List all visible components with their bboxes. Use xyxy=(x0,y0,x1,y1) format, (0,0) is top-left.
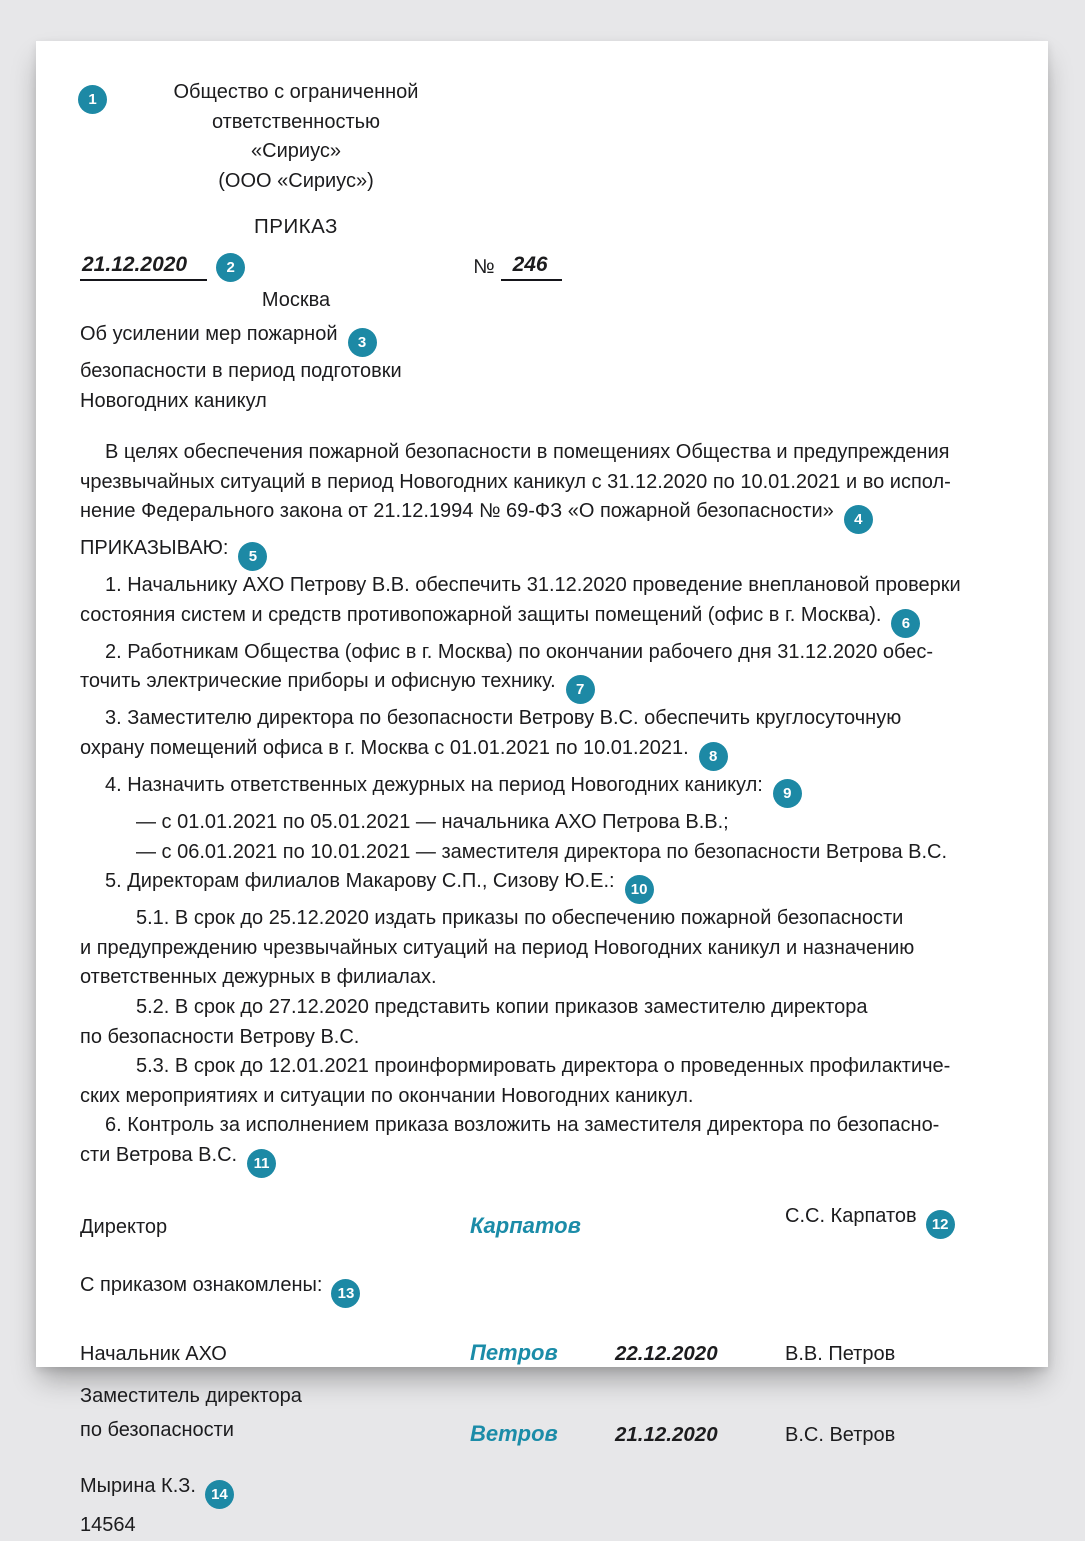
executor-name-row xyxy=(80,1470,1004,1509)
body-line: ответственных дежурных в филиалах. xyxy=(80,966,437,989)
person-name: В.С. Ветров xyxy=(785,1423,896,1446)
marker-badge-2[interactable]: 2 xyxy=(216,253,245,282)
marker-badge-6[interactable]: 6 xyxy=(891,609,920,638)
subject-line: Новогодних каникул xyxy=(80,389,267,412)
order-number-group xyxy=(473,253,562,281)
director-signature: Карпатов xyxy=(470,1212,581,1238)
org-name-line: (ООО «Сириус») xyxy=(218,169,374,192)
body-line: В целях обеспечения пожарной безопасности в помещениях Общества и предупреждения xyxy=(105,441,950,463)
org-name-block xyxy=(80,78,512,196)
doc-type-title: ПРИКАЗ xyxy=(254,215,338,238)
marker-badge-9[interactable]: 9 xyxy=(773,779,802,808)
marker-badge-7[interactable]: 7 xyxy=(566,675,595,704)
executor-phone: 14564 xyxy=(80,1513,136,1536)
marker-badge-11[interactable]: 11 xyxy=(247,1149,276,1178)
marker-badge-4[interactable]: 4 xyxy=(844,505,873,534)
acknowledged-label: С приказом ознакомлены: xyxy=(80,1273,323,1296)
body-line: 3. Заместителю директора по безопасности Ветрову В.С. обеспечить круглосуточную xyxy=(105,707,902,730)
body-line: сти Ветрова В.С. 11 xyxy=(80,1141,1004,1178)
body-line: точить электрические приборы и офисную технику. 7 xyxy=(80,667,1004,704)
marker-badge-5[interactable]: 5 xyxy=(238,542,267,571)
body-line: 5.3. В срок до 12.01.2021 проинформировать директора о проведенных профилактиче- xyxy=(136,1055,951,1078)
director-name: С.С. Карпатов xyxy=(785,1204,917,1227)
marker-badge-1[interactable]: 1 xyxy=(78,85,107,114)
body-line: 5.2. В срок до 27.12.2020 представить копии приказов заместителю директора xyxy=(136,995,868,1018)
ack-sign-row xyxy=(80,1379,1004,1447)
order-number: 246 xyxy=(501,253,562,281)
org-name-line: Общество с ограниченной xyxy=(173,81,419,103)
body-line: 5.1. В срок до 25.12.2020 издать приказы по обеспечению пожарной безопасности xyxy=(136,907,904,930)
body-line: 4. Назначить ответственных дежурных на период Новогодних каникул: 9 xyxy=(80,771,1004,808)
marker-badge-10[interactable]: 10 xyxy=(625,875,654,904)
director-name-cell xyxy=(785,1205,1004,1239)
executor-block xyxy=(80,1470,1004,1541)
position-label: Начальник АХО xyxy=(80,1342,227,1365)
body-line: — с 01.01.2021 по 05.01.2021 — начальника АХО Петрова В.В.; xyxy=(136,810,729,833)
marker-badge-3[interactable]: 3 xyxy=(348,328,377,357)
org-name-line: «Сириус» xyxy=(251,140,341,162)
position-label: Заместитель директора по безопасности xyxy=(80,1384,302,1441)
body-line: чрезвычайных ситуаций в период Новогодних каникул с 31.12.2020 по 10.01.2021 и во испол- xyxy=(80,470,951,493)
body-line: — с 06.01.2021 по 10.01.2021 — заместителя директора по безопасности Ветрова В.С. xyxy=(136,840,948,863)
body-line: ПРИКАЗЫВАЮ: 5 xyxy=(80,534,1004,571)
executor-name: Мырина К.З. xyxy=(80,1474,196,1497)
petrov-signature: Петров xyxy=(470,1339,558,1365)
body-line: охрану помещений офиса в г. Москва с 01.01.2021 по 10.01.2021. 8 xyxy=(80,734,1004,771)
subject-block xyxy=(80,320,1004,416)
date-number-row xyxy=(80,250,1004,284)
ack-sign-row xyxy=(80,1340,1004,1366)
marker-badge-14[interactable]: 14 xyxy=(205,1480,234,1509)
marker-badge-8[interactable]: 8 xyxy=(699,742,728,771)
body-line: состояния систем и средств противопожарной защиты помещений (офис в г. Москва). 6 xyxy=(80,601,1004,638)
ack-date: 21.12.2020 xyxy=(615,1422,718,1446)
subject-line: безопасности в период подготовки xyxy=(80,360,402,382)
body-line: ских мероприятиях и ситуации по окончании Новогодних каникул. xyxy=(80,1084,694,1107)
marker-badge-12[interactable]: 12 xyxy=(926,1210,955,1239)
acknowledged-label-row xyxy=(80,1274,1004,1308)
ack-date: 22.12.2020 xyxy=(615,1341,718,1365)
director-sign-row xyxy=(80,1205,1004,1239)
body-line: по безопасности Ветрову В.С. xyxy=(80,1025,360,1048)
org-name-line: ответственностью xyxy=(211,110,381,133)
order-body xyxy=(80,438,1004,1178)
number-sign: № xyxy=(473,255,495,278)
body-line: 1. Начальнику АХО Петрову В.В. обеспечить 31.12.2020 проведение внеплановой проверки xyxy=(105,574,961,597)
city-label: Москва xyxy=(261,289,331,311)
subject-line: Об усилении мер пожарной 3 xyxy=(80,320,1004,357)
signoff-block xyxy=(80,1205,1004,1447)
body-line: 2. Работникам Общества (офис в г. Москва) по окончании рабочего дня 31.12.2020 обес- xyxy=(105,640,934,663)
person-name: В.В. Петров xyxy=(785,1342,896,1365)
body-line: нение Федерального закона от 21.12.1994 № 69-ФЗ «О пожарной безопасности» 4 xyxy=(80,497,1004,534)
body-line: и предупреждению чрезвычайных ситуаций на период Новогодних каникул и назначению xyxy=(80,936,915,959)
marker-badge-13[interactable]: 13 xyxy=(331,1279,360,1308)
vetrov-signature: Ветров xyxy=(470,1420,558,1446)
order-document-page xyxy=(36,41,1048,1536)
body-line: 6. Контроль за исполнением приказа возложить на заместителя директора по безопасно- xyxy=(105,1114,940,1137)
order-date: 21.12.2020 xyxy=(80,253,207,281)
body-line: 5. Директорам филиалов Макарову С.П., Сизову Ю.Е.: 10 xyxy=(80,867,1004,904)
director-label: Директор xyxy=(80,1215,168,1238)
